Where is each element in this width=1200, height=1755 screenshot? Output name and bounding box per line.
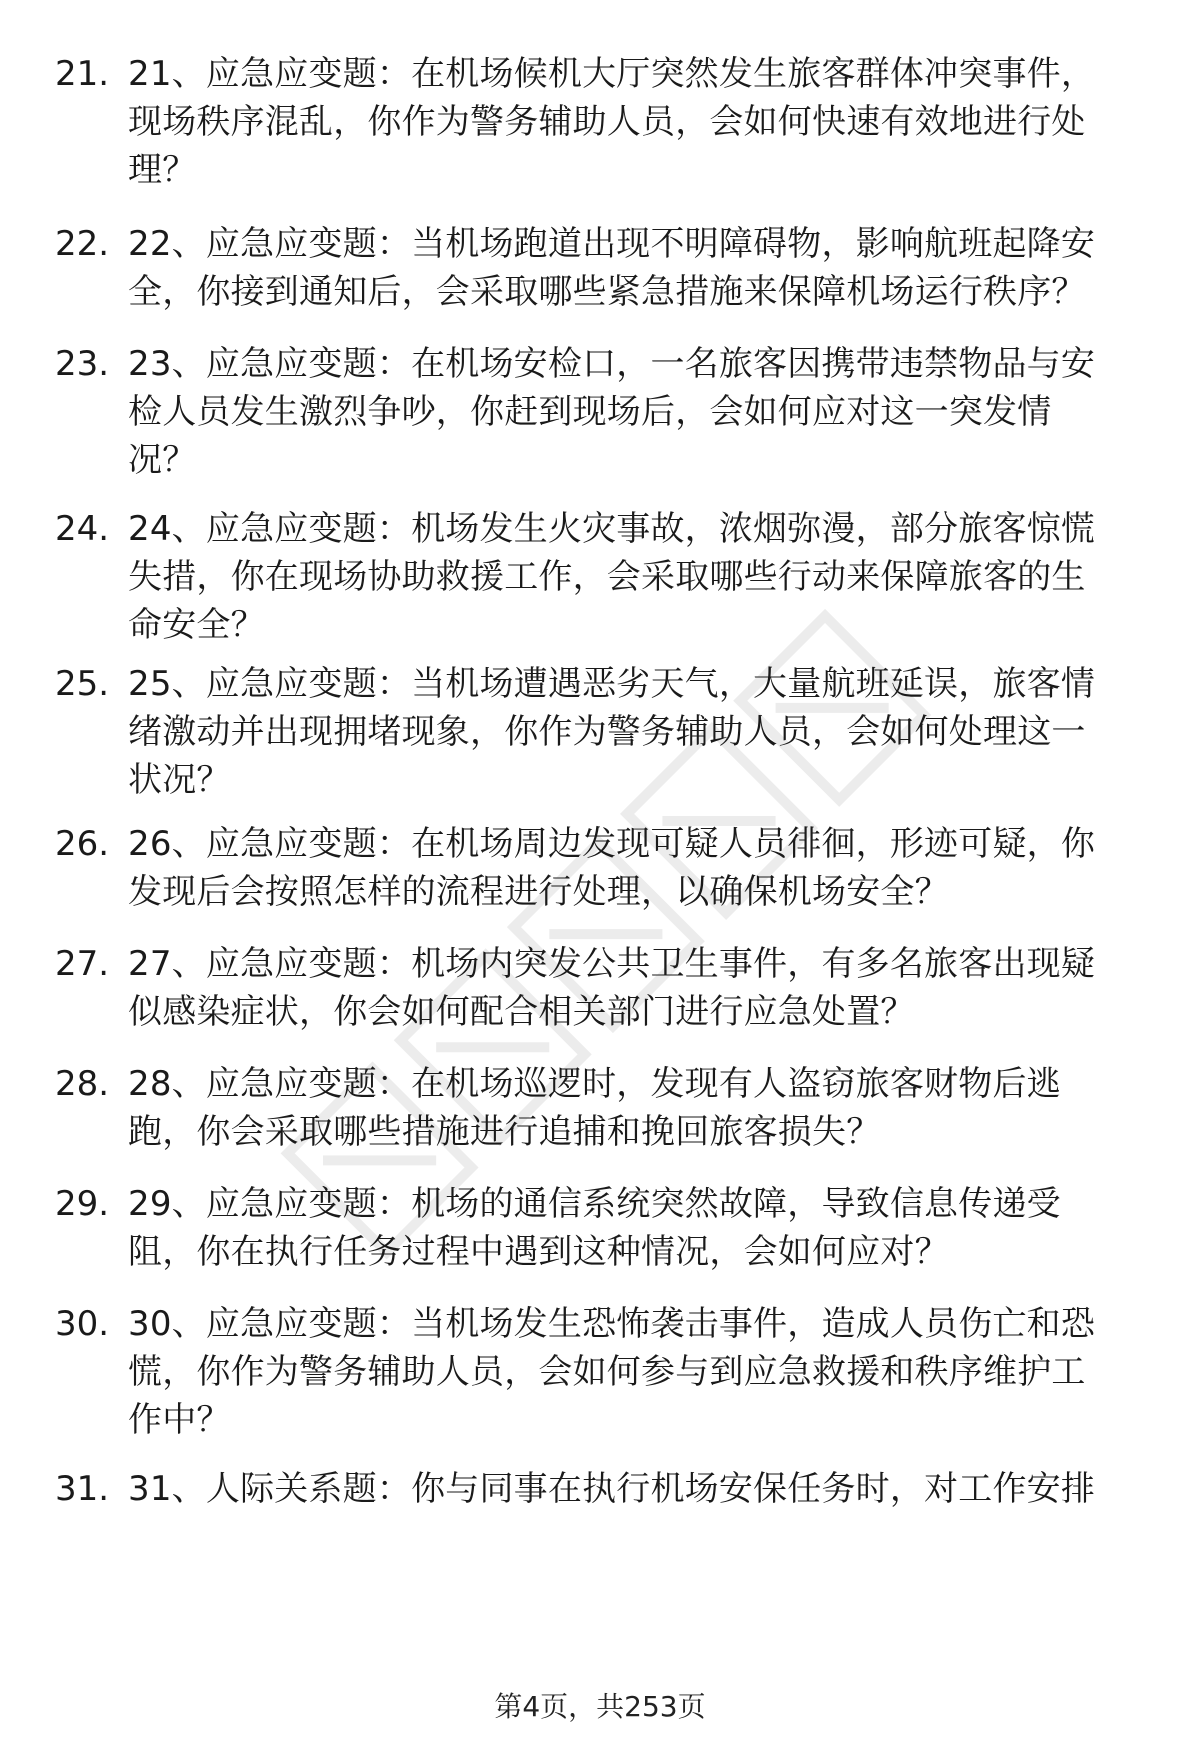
question-text-line: 失措，你在现场协助救援工作，会采取哪些行动来保障旅客的生 bbox=[128, 557, 1086, 597]
question-number: 28. bbox=[55, 1064, 110, 1104]
question-text-line: 状况？ bbox=[128, 760, 231, 800]
question-text bbox=[128, 1300, 1148, 1444]
question-text-line: 25、应急应变题：当机场遭遇恶劣天气，大量航班延误，旅客情 bbox=[128, 664, 1096, 704]
question-text bbox=[128, 50, 1148, 194]
question-text bbox=[128, 940, 1148, 1036]
question-text bbox=[128, 660, 1148, 804]
question-text-line: 理？ bbox=[128, 150, 197, 190]
question-number: 31. bbox=[55, 1469, 110, 1509]
question-text-line: 24、应急应变题：机场发生火灾事故，浓烟弥漫，部分旅客惊慌 bbox=[128, 509, 1096, 549]
question-text-line: 命安全？ bbox=[128, 605, 265, 645]
question-text bbox=[128, 1180, 1148, 1276]
question-number: 30. bbox=[55, 1304, 110, 1344]
question-text-line: 绪激动并出现拥堵现象，你作为警务辅助人员，会如何处理这一 bbox=[128, 712, 1086, 752]
question-text bbox=[128, 1465, 1148, 1513]
question-text-line: 慌，你作为警务辅助人员，会如何参与到应急救援和秩序维护工 bbox=[128, 1352, 1086, 1392]
question-text-line: 检人员发生激烈争吵，你赶到现场后，会如何应对这一突发情 bbox=[128, 392, 1052, 432]
question-number: 27. bbox=[55, 944, 110, 984]
question-text-line: 22、应急应变题：当机场跑道出现不明障碍物，影响航班起降安 bbox=[128, 224, 1096, 264]
question-text-line: 26、应急应变题：在机场周边发现可疑人员徘徊，形迹可疑，你 bbox=[128, 824, 1096, 864]
question-number: 24. bbox=[55, 509, 110, 549]
question-text-line: 现场秩序混乱，你作为警务辅助人员，会如何快速有效地进行处 bbox=[128, 102, 1086, 142]
question-text-line: 21、应急应变题：在机场候机大厅突然发生旅客群体冲突事件， bbox=[128, 54, 1096, 94]
question-text-line: 阻，你在执行任务过程中遇到这种情况，会如何应对？ bbox=[128, 1232, 949, 1272]
question-number: 29. bbox=[55, 1184, 110, 1224]
question-text-line: 全，你接到通知后，会采取哪些紧急措施来保障机场运行秩序？ bbox=[128, 272, 1086, 312]
question-text bbox=[128, 820, 1148, 916]
question-text bbox=[128, 505, 1148, 649]
question-number: 25. bbox=[55, 664, 110, 704]
question-text-line: 31、人际关系题：你与同事在执行机场安保任务时，对工作安排 bbox=[128, 1469, 1096, 1509]
question-text-line: 23、应急应变题：在机场安检口，一名旅客因携带违禁物品与安 bbox=[128, 344, 1096, 384]
question-number: 22. bbox=[55, 224, 110, 264]
page-number-footer: 第4页，共253页 bbox=[494, 1690, 706, 1723]
question-number: 21. bbox=[55, 54, 110, 94]
question-number: 26. bbox=[55, 824, 110, 864]
question-text-line: 27、应急应变题：机场内突发公共卫生事件，有多名旅客出现疑 bbox=[128, 944, 1096, 984]
question-text-line: 跑，你会采取哪些措施进行追捕和挽回旅客损失？ bbox=[128, 1112, 881, 1152]
question-number: 23. bbox=[55, 344, 110, 384]
question-text-line: 30、应急应变题：当机场发生恐怖袭击事件，造成人员伤亡和恐 bbox=[128, 1304, 1096, 1344]
question-text-line: 似感染症状，你会如何配合相关部门进行应急处置？ bbox=[128, 992, 915, 1032]
question-text bbox=[128, 220, 1148, 316]
question-text bbox=[128, 340, 1148, 484]
question-text-line: 况？ bbox=[128, 440, 197, 480]
question-text bbox=[128, 1060, 1148, 1156]
question-text-line: 作中？ bbox=[128, 1400, 231, 1440]
question-text-line: 发现后会按照怎样的流程进行处理，以确保机场安全？ bbox=[128, 872, 949, 912]
question-text-line: 29、应急应变题：机场的通信系统突然故障，导致信息传递受 bbox=[128, 1184, 1061, 1224]
question-text-line: 28、应急应变题：在机场巡逻时，发现有人盗窃旅客财物后逃 bbox=[128, 1064, 1061, 1104]
